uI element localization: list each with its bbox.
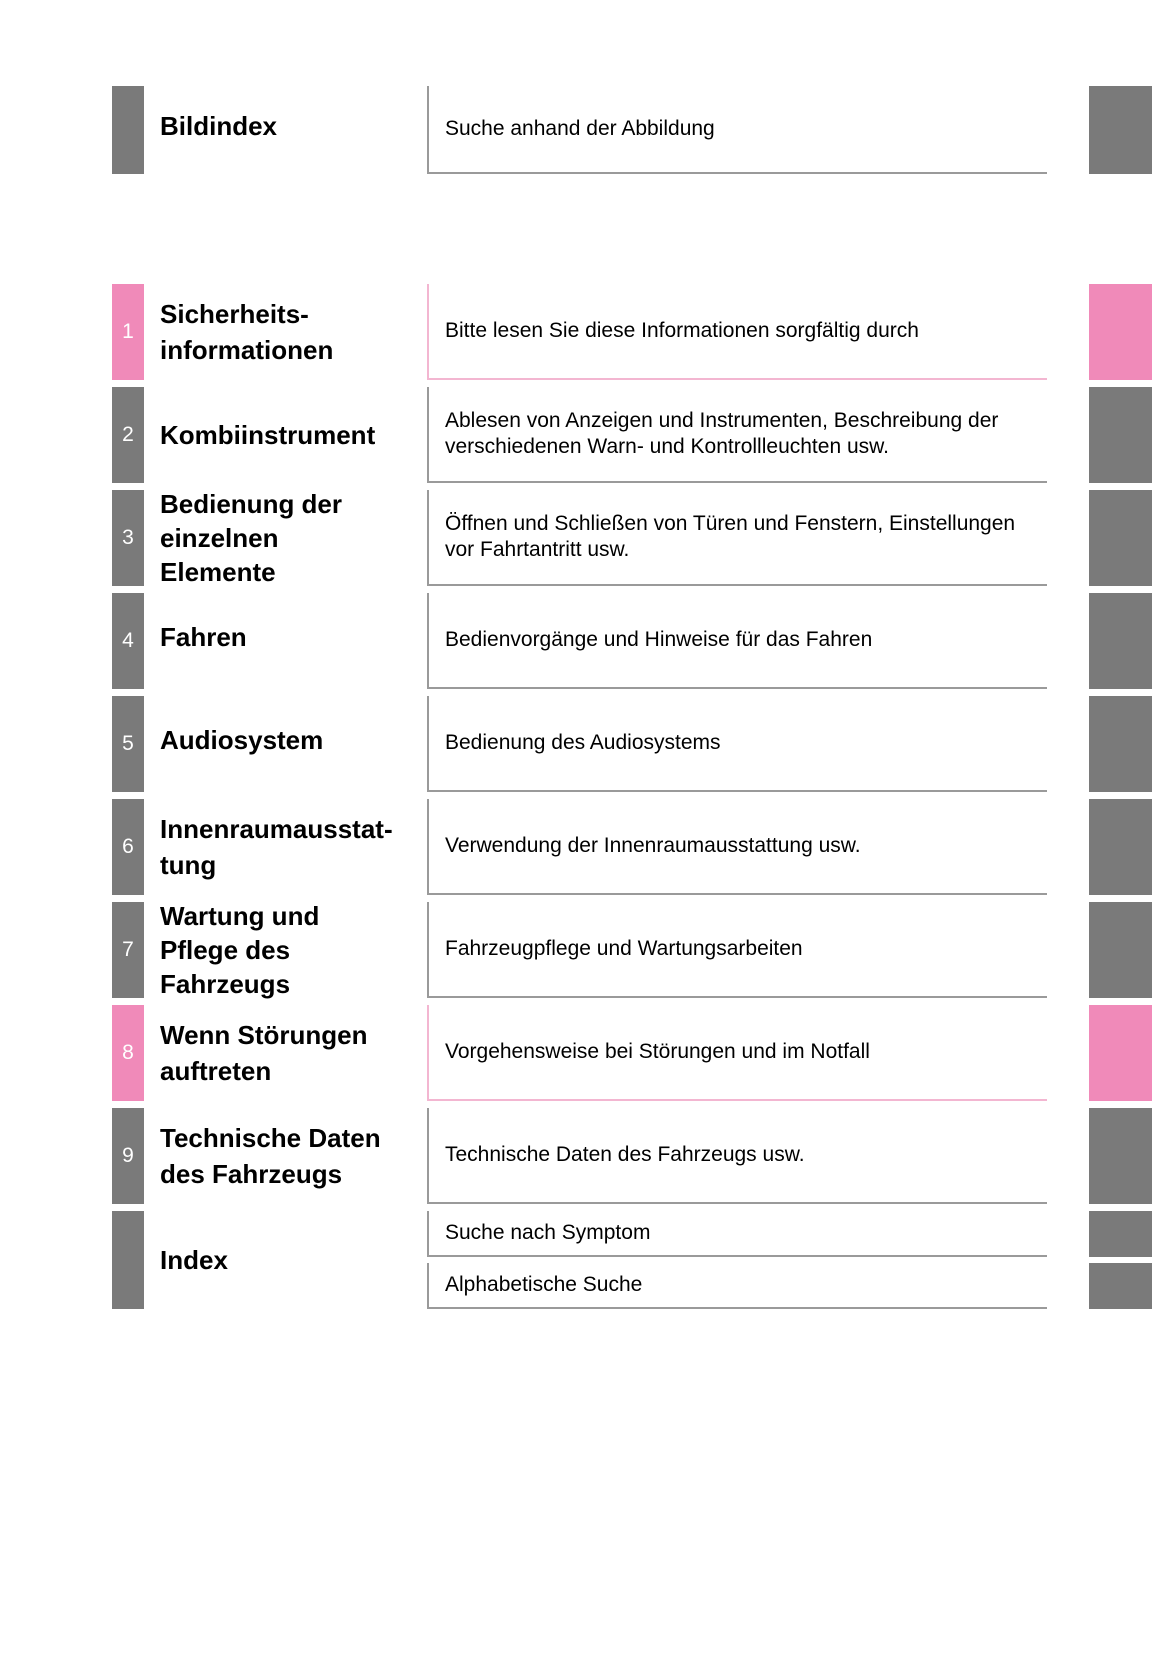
- chapter-number: 4: [112, 593, 144, 689]
- chapter-tab[interactable]: [1089, 490, 1152, 586]
- chapter-desc: Ablesen von Anzeigen und Instrumenten, Beschreibung der verschiedenen Warn- und Kontrollleuchten usw.: [427, 387, 1047, 483]
- chapter-tab[interactable]: [1089, 799, 1152, 895]
- index-symptom-entry[interactable]: [427, 1211, 1152, 1257]
- chapter-title: Sicherheits- informationen: [160, 299, 334, 365]
- chapter-number: 3: [112, 490, 144, 586]
- chapter-number: 9: [112, 1108, 144, 1204]
- bildindex-marker: [112, 86, 144, 174]
- chapter-row-1[interactable]: [112, 284, 1156, 380]
- chapter-title: Audiosystem: [160, 725, 324, 755]
- chapter-title: Innenraumausstat- tung: [160, 814, 393, 880]
- chapter-row-4[interactable]: [112, 593, 1156, 689]
- index-symptom-tab[interactable]: [1089, 1211, 1152, 1257]
- chapter-tab[interactable]: [1089, 1108, 1152, 1204]
- chapter-number: 5: [112, 696, 144, 792]
- chapter-title: Technische Daten des Fahrzeugs: [160, 1123, 381, 1189]
- chapter-title: Bedienung der einzelnen Elemente: [160, 489, 343, 587]
- bildindex-title: Bildindex: [160, 111, 278, 141]
- chapter-tab[interactable]: [1089, 593, 1152, 689]
- chapter-title: Wartung und Pflege des Fahrzeugs: [160, 901, 320, 999]
- index-symptom-desc: Suche nach Symptom: [427, 1211, 1047, 1257]
- chapter-row-9[interactable]: [112, 1108, 1156, 1204]
- chapter-desc: Verwendung der Innenraumausstattung usw.: [427, 799, 1047, 895]
- chapter-desc: Bedienung des Audiosystems: [427, 696, 1047, 792]
- chapter-tab[interactable]: [1089, 696, 1152, 792]
- chapter-tab[interactable]: [1089, 902, 1152, 998]
- chapter-desc: Fahrzeugpflege und Wartungsarbeiten: [427, 902, 1047, 998]
- chapter-tab[interactable]: [1089, 1005, 1152, 1101]
- chapter-desc: Öffnen und Schließen von Türen und Fenstern, Einstellungen vor Fahrtantritt usw.: [427, 490, 1047, 586]
- chapter-row-2[interactable]: [112, 387, 1156, 483]
- chapter-number: 7: [112, 902, 144, 998]
- chapter-desc: Vorgehensweise bei Störungen und im Notfall: [427, 1005, 1047, 1101]
- chapter-row-5[interactable]: [112, 696, 1156, 792]
- index-marker: [112, 1211, 144, 1309]
- chapter-desc: Bitte lesen Sie diese Informationen sorgfältig durch: [427, 284, 1047, 380]
- index-alphabetic-tab[interactable]: [1089, 1263, 1152, 1309]
- chapter-title: Kombiinstrument: [160, 420, 376, 450]
- chapter-row-6[interactable]: [112, 799, 1156, 895]
- chapter-number: 2: [112, 387, 144, 483]
- bildindex-desc: Suche anhand der Abbildung: [427, 86, 1047, 174]
- chapter-number: 1: [112, 284, 144, 380]
- chapter-row-7[interactable]: [112, 902, 1156, 998]
- index-alphabetic-desc: Alphabetische Suche: [427, 1263, 1047, 1309]
- index-row: [112, 1211, 1156, 1309]
- index-title: Index: [160, 1245, 228, 1275]
- chapter-title: Fahren: [160, 622, 247, 652]
- chapter-desc: Technische Daten des Fahrzeugs usw.: [427, 1108, 1047, 1204]
- chapter-tab[interactable]: [1089, 284, 1152, 380]
- chapter-number: 6: [112, 799, 144, 895]
- chapter-row-8[interactable]: [112, 1005, 1156, 1101]
- chapter-title: Wenn Störungen auftreten: [160, 1020, 368, 1086]
- chapter-desc: Bedienvorgänge und Hinweise für das Fahren: [427, 593, 1047, 689]
- bildindex-tab[interactable]: [1089, 86, 1152, 174]
- chapter-tab[interactable]: [1089, 387, 1152, 483]
- chapter-number: 8: [112, 1005, 144, 1101]
- bildindex-row[interactable]: [112, 86, 1156, 174]
- chapter-row-3[interactable]: [112, 490, 1156, 586]
- index-alphabetic-entry[interactable]: [427, 1263, 1152, 1309]
